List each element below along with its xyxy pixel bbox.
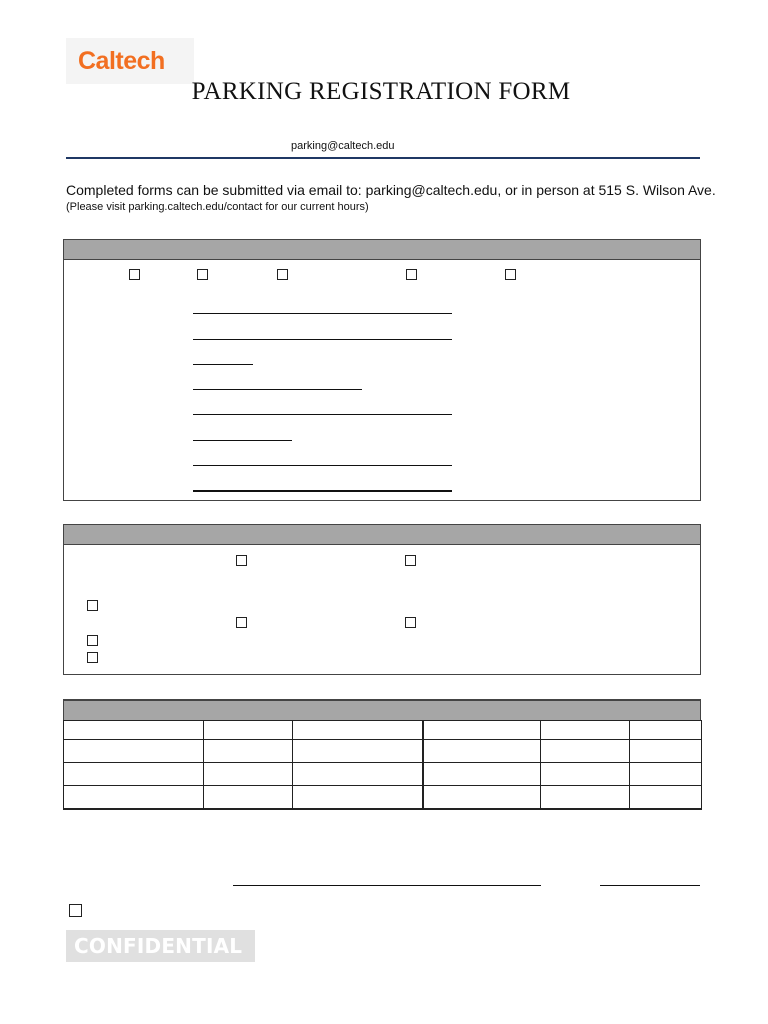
phone-field-line[interactable] (193, 389, 362, 390)
submission-instructions: Completed forms can be submitted via email to: parking@caltech.edu, or in person at 515 S. Wilson Ave. (66, 182, 716, 198)
mail-code-field-line[interactable] (193, 440, 292, 441)
affiliation-checkbox-3[interactable] (277, 269, 288, 280)
table-cell[interactable] (64, 740, 204, 763)
table-cell[interactable] (423, 740, 541, 763)
page-title-text: PARKING REGISTRATION FORM (191, 78, 571, 105)
section-permit-header (64, 525, 700, 545)
table-cell[interactable] (64, 786, 204, 810)
vehicle-table (63, 720, 702, 810)
section-applicant-header (64, 240, 700, 260)
table-cell[interactable] (293, 763, 423, 786)
table-cell[interactable] (541, 740, 630, 763)
table-row (64, 740, 702, 763)
permit-checkbox-2[interactable] (405, 555, 416, 566)
table-cell (293, 721, 423, 740)
section-permit-type (63, 524, 701, 675)
table-row (64, 786, 702, 810)
header-divider (66, 157, 700, 159)
table-header-row (64, 721, 702, 740)
table-cell (423, 721, 541, 740)
section-vehicle-header (64, 701, 700, 721)
table-cell[interactable] (630, 786, 702, 810)
section-vehicle-info (63, 699, 701, 721)
table-cell[interactable] (423, 786, 541, 810)
table-cell[interactable] (293, 786, 423, 810)
affiliation-checkbox-4[interactable] (406, 269, 417, 280)
permit-checkbox-1[interactable] (236, 555, 247, 566)
section-applicant-info (63, 239, 701, 501)
table-row (64, 763, 702, 786)
permit-checkbox-7[interactable] (87, 652, 98, 663)
table-cell (541, 721, 630, 740)
agreement-checkbox[interactable] (69, 904, 82, 917)
permit-checkbox-3[interactable] (87, 600, 98, 611)
table-cell[interactable] (204, 786, 293, 810)
permit-checkbox-6[interactable] (87, 635, 98, 646)
table-cell (204, 721, 293, 740)
permit-checkbox-4[interactable] (236, 617, 247, 628)
address-field-line[interactable] (193, 465, 452, 466)
name-field-line[interactable] (193, 313, 452, 314)
caltech-logo: Caltech (78, 47, 165, 75)
table-cell[interactable] (541, 786, 630, 810)
affiliation-checkbox-5[interactable] (505, 269, 516, 280)
table-cell[interactable] (204, 740, 293, 763)
affiliation-checkbox-2[interactable] (197, 269, 208, 280)
email-field-line[interactable] (193, 414, 452, 415)
table-cell (630, 721, 702, 740)
address-2-field-line[interactable] (193, 490, 452, 492)
table-cell[interactable] (64, 763, 204, 786)
uid-field-line[interactable] (193, 364, 253, 365)
table-cell[interactable] (293, 740, 423, 763)
department-field-line[interactable] (193, 339, 452, 340)
affiliation-checkbox-1[interactable] (129, 269, 140, 280)
table-cell[interactable] (204, 763, 293, 786)
table-cell[interactable] (423, 763, 541, 786)
signature-line[interactable] (233, 885, 541, 886)
permit-checkbox-5[interactable] (405, 617, 416, 628)
table-cell (64, 721, 204, 740)
contact-email[interactable]: parking@caltech.edu (291, 140, 395, 152)
confidential-label: CONFIDENTIAL (74, 934, 243, 958)
hours-note: (Please visit parking.caltech.edu/contact for our current hours) (66, 201, 369, 213)
table-cell[interactable] (541, 763, 630, 786)
page-title (0, 78, 768, 106)
date-line[interactable] (600, 885, 700, 886)
table-cell[interactable] (630, 763, 702, 786)
table-cell[interactable] (630, 740, 702, 763)
